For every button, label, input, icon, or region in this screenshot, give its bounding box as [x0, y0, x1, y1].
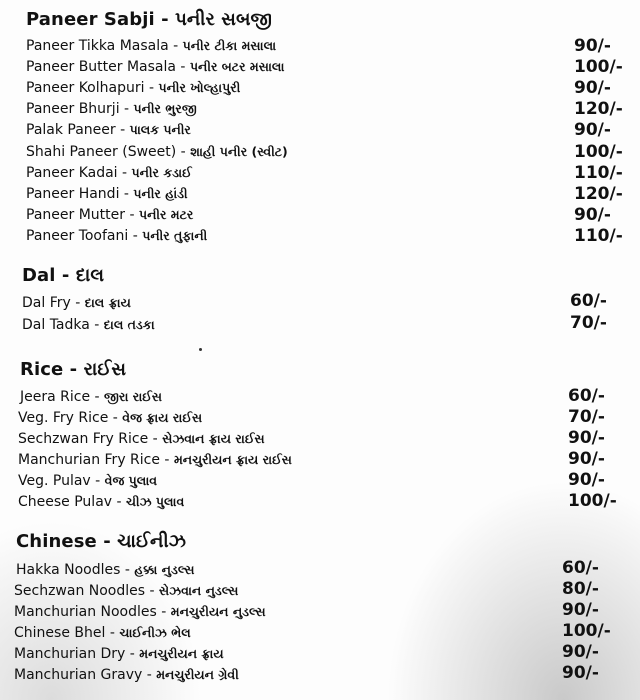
menu-item: Paneer Handi - પનીર હાંડી: [26, 186, 188, 202]
item-name: Paneer Kadai: [26, 165, 118, 181]
menu-item: Paneer Butter Masala - પનીર બટર મસાલા: [26, 59, 285, 75]
menu-item: Dal Fry - દાલ ફ્રાય: [22, 295, 131, 311]
menu-item: Sechzwan Fry Rice - સેઝવાન ફ્રાય રાઈસ: [18, 431, 265, 447]
menu-item: Hakka Noodles - હક્કા નુડલ્સ: [16, 562, 195, 578]
item-price: 100/-: [574, 142, 623, 162]
item-price: 60/-: [568, 386, 605, 406]
item-name: Veg. Pulav: [18, 473, 91, 489]
menu-item: Chinese Bhel - ચાઈનીઝ ભેલ: [14, 625, 191, 641]
menu-item: Manchurian Dry - મનચુરીયન ફ્રાય: [14, 646, 224, 662]
item-name-gujarati: પનીર કડાઈ: [131, 165, 192, 180]
item-name: Manchurian Noodles: [14, 604, 157, 620]
item-name-gujarati: મનચુરીયન ફ્રાય રાઈસ: [173, 452, 292, 467]
item-name-gujarati: પનીર ટીકા મસાલા: [182, 38, 277, 53]
item-price: 120/-: [574, 99, 623, 119]
item-price: 60/-: [570, 291, 607, 311]
item-name-gujarati: સેઝવાન નુડલ્સ: [159, 583, 239, 598]
item-price: 90/-: [574, 36, 611, 56]
item-name: Dal Fry: [22, 295, 71, 311]
item-name: Sechzwan Noodles: [14, 583, 146, 599]
menu-item: Shahi Paneer (Sweet) - શાહી પનીર (સ્વીટ): [26, 144, 288, 160]
item-name-gujarati: વેજ પુલાવ: [104, 473, 158, 488]
item-name-gujarati: જીરા રાઈસ: [104, 389, 163, 404]
item-price: 70/-: [570, 313, 607, 333]
item-price: 90/-: [568, 428, 605, 448]
item-name-gujarati: મનચુરીયન ગ્રેવી: [156, 667, 239, 682]
item-name-gujarati: ચીઝ પુલાવ: [126, 494, 185, 509]
item-price: 60/-: [562, 558, 599, 578]
item-name-gujarati: પાલક પનીર: [129, 122, 191, 137]
item-name-gujarati: પનીર ખોલ્હાપુરી: [158, 80, 241, 95]
menu-item: Manchurian Fry Rice - મનચુરીયન ફ્રાય રાઈસ: [18, 452, 292, 468]
menu-item: Paneer Bhurji - પનીર ભુરજી: [26, 101, 197, 117]
menu-item: Dal Tadka - દાલ તડકા: [22, 317, 155, 333]
item-price: 70/-: [568, 407, 605, 427]
item-name-gujarati: પનીર મટર: [138, 207, 194, 222]
item-price: 80/-: [562, 579, 599, 599]
item-name: Dal Tadka: [22, 317, 90, 333]
item-price: 90/-: [568, 470, 605, 490]
item-name: Sechzwan Fry Rice: [18, 431, 149, 447]
menu-item: Veg. Fry Rice - વેજ ફ્રાય રાઈસ: [18, 410, 203, 426]
item-name: Palak Paneer: [26, 122, 116, 138]
menu-item: Sechzwan Noodles - સેઝવાન નુડલ્સ: [14, 583, 239, 599]
item-name-gujarati: મનચુરીયન નુડલ્સ: [170, 604, 266, 619]
item-price: 90/-: [562, 600, 599, 620]
menu-item: Paneer Toofani - પનીર તુફાની: [26, 228, 208, 244]
item-name: Cheese Pulav: [18, 494, 113, 510]
item-price: 90/-: [568, 449, 605, 469]
item-name: Paneer Kolhapuri: [26, 80, 145, 96]
menu-item: Manchurian Noodles - મનચુરીયન નુડલ્સ: [14, 604, 266, 620]
item-name: Shahi Paneer (Sweet): [26, 144, 177, 160]
item-name: Hakka Noodles: [16, 562, 121, 578]
item-price: 90/-: [562, 642, 599, 662]
item-name-gujarati: દાલ તડકા: [103, 317, 155, 332]
menu-item: Paneer Kolhapuri - પનીર ખોલ્હાપુરી: [26, 80, 241, 96]
item-name-gujarati: પનીર ભુરજી: [133, 101, 197, 116]
menu-item: Paneer Mutter - પનીર મટર: [26, 207, 194, 223]
item-name-gujarati: વેજ ફ્રાય રાઈસ: [122, 410, 203, 425]
item-name: Manchurian Dry: [14, 646, 126, 662]
item-name: Chinese Bhel: [14, 625, 106, 641]
item-price: 100/-: [562, 621, 611, 641]
item-name: Jeera Rice: [20, 389, 91, 405]
item-price: 90/-: [574, 120, 611, 140]
menu-item: Palak Paneer - પાલક પનીર: [26, 122, 191, 138]
item-price: 90/-: [574, 78, 611, 98]
item-name-gujarati: ચાઈનીઝ ભેલ: [119, 625, 191, 640]
menu-item: Paneer Tikka Masala - પનીર ટીકા મસાલા: [26, 38, 277, 54]
menu-item: Jeera Rice - જીરા રાઈસ: [20, 389, 163, 405]
item-name: Paneer Toofani: [26, 228, 129, 244]
item-price: 100/-: [568, 491, 617, 511]
item-name-gujarati: મનચુરીયન ફ્રાય: [139, 646, 224, 661]
item-name-gujarati: પનીર બટર મસાલા: [189, 59, 285, 74]
item-name-gujarati: સેઝવાન ફ્રાય રાઈસ: [162, 431, 265, 446]
item-price: 100/-: [574, 57, 623, 77]
section-heading-paneer-sabji: Paneer Sabji - પનીર સબજી: [26, 9, 272, 30]
item-price: 110/-: [574, 163, 623, 183]
item-name: Paneer Tikka Masala: [26, 38, 169, 54]
item-name-gujarati: પનીર તુફાની: [142, 228, 208, 243]
menu-item: Cheese Pulav - ચીઝ પુલાવ: [18, 494, 185, 510]
item-name: Paneer Handi: [26, 186, 120, 202]
item-name: Manchurian Gravy: [14, 667, 143, 683]
item-price: 120/-: [574, 184, 623, 204]
item-name-gujarati: શાહી પનીર (સ્વીટ): [190, 144, 288, 159]
item-price: 90/-: [574, 205, 611, 225]
section-heading-dal: Dal - દાલ: [22, 265, 105, 286]
menu-item: Veg. Pulav - વેજ પુલાવ: [18, 473, 158, 489]
ink-speck: [199, 348, 202, 351]
item-name: Paneer Bhurji: [26, 101, 120, 117]
menu-item: Manchurian Gravy - મનચુરીયન ગ્રેવી: [14, 667, 239, 683]
item-name-gujarati: પનીર હાંડી: [133, 186, 188, 201]
menu-item: Paneer Kadai - પનીર કડાઈ: [26, 165, 192, 181]
item-price: 90/-: [562, 663, 599, 683]
item-name-gujarati: હક્કા નુડલ્સ: [134, 562, 195, 577]
item-name-gujarati: દાલ ફ્રાય: [84, 295, 131, 310]
item-name: Paneer Mutter: [26, 207, 125, 223]
item-name: Veg. Fry Rice: [18, 410, 109, 426]
section-heading-rice: Rice - રાઈસ: [20, 359, 127, 380]
item-price: 110/-: [574, 226, 623, 246]
section-heading-chinese: Chinese - ચાઈનીઝ: [16, 531, 186, 552]
item-name: Manchurian Fry Rice: [18, 452, 160, 468]
item-name: Paneer Butter Masala: [26, 59, 176, 75]
